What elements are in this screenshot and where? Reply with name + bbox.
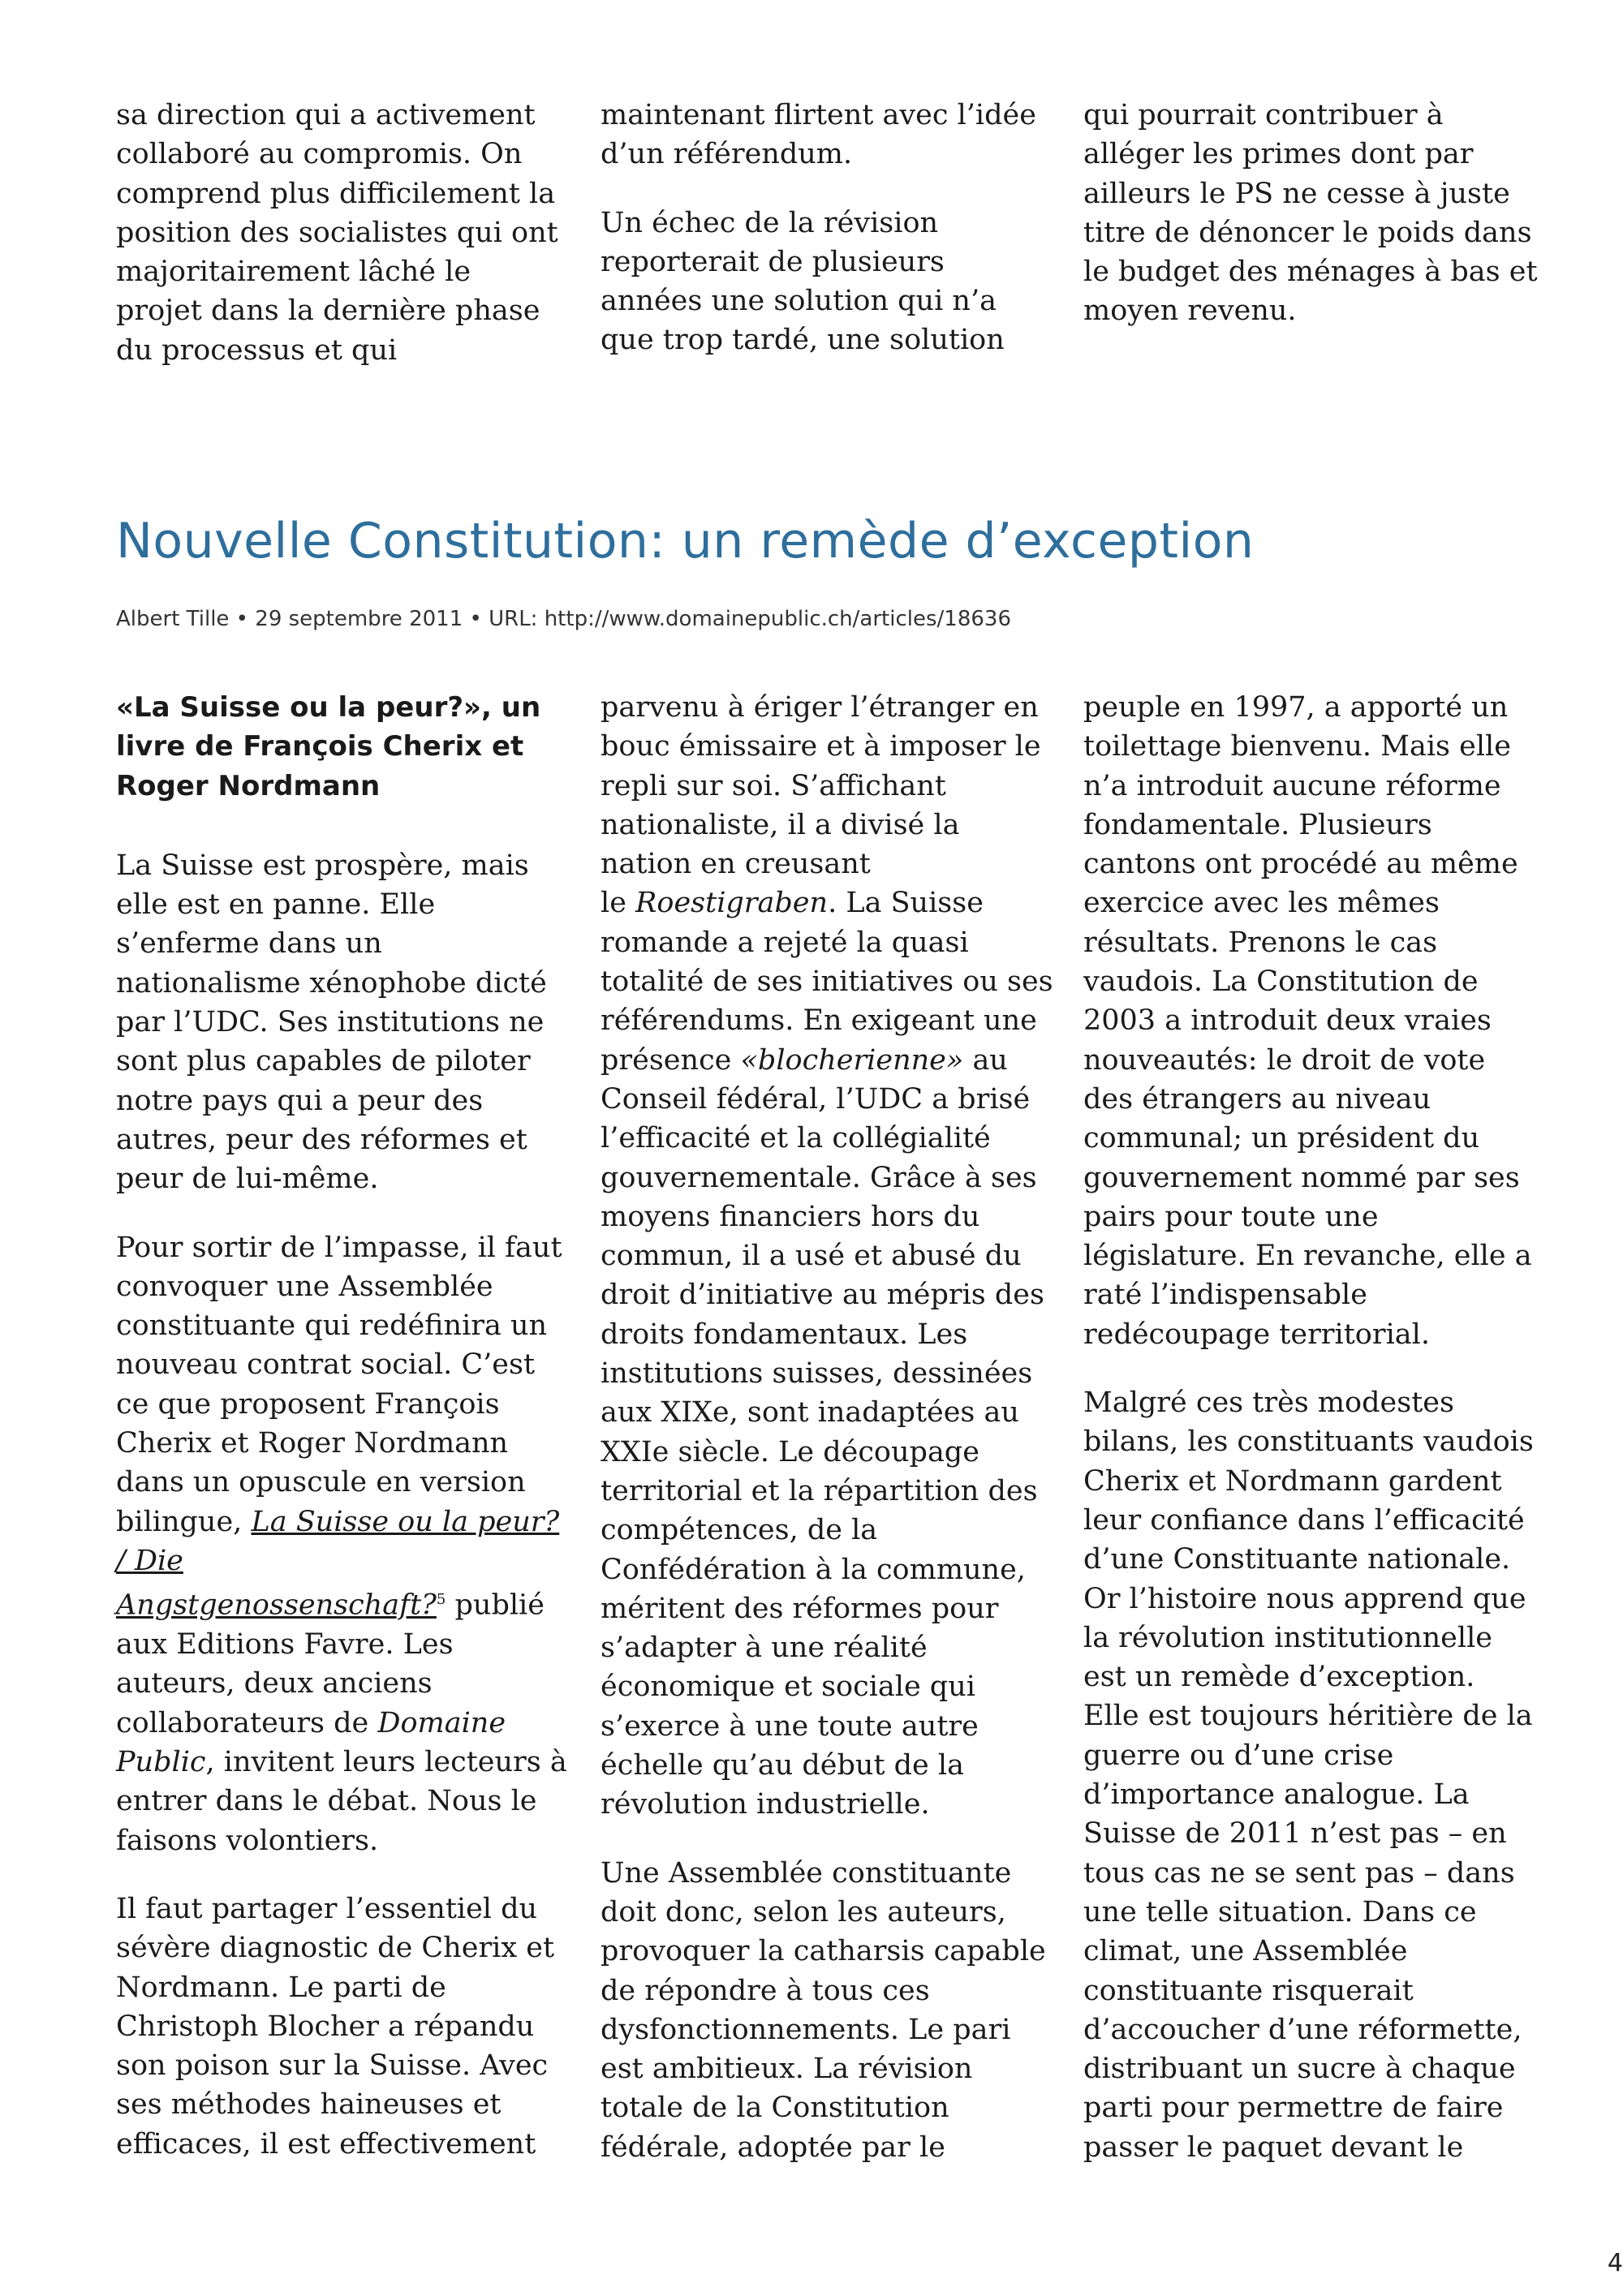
text-line: législature. En revanche, elle a bbox=[1083, 1240, 1532, 1273]
text-line: vaudois. La Constitution de bbox=[1083, 965, 1479, 999]
text-line: totalité de ses initiatives ou ses bbox=[601, 965, 1053, 999]
text-line: reporterait de plusieurs bbox=[601, 245, 945, 278]
text-line: Pour sortir de l’impasse, il faut bbox=[116, 1231, 562, 1264]
text-line: commun, il a usé et abusé du bbox=[601, 1240, 1022, 1273]
text-line: maintenant flirtent avec l’idée bbox=[601, 99, 1036, 131]
paragraph bbox=[1083, 96, 1538, 331]
text-line: la révolution institutionnelle bbox=[1083, 1621, 1492, 1654]
paragraph: Pour sortir de l’impasse, il faut convoquer une Assemblée constituante qui redéfinira un nouveau contrat social. C’est ce que proposent François Cherix et Roger Nordmann dans un opuscule en version bilingue, La Suisse ou la peur? / Die Angstgenossenschaft?$^5$ publié aux Editions Favre. Les auteurs, deux anciens collaborateurs de Domaine Public, invitent leurs lecteurs à entrer dans le débat. Nous le faisons volontiers. bbox=[116, 1228, 554, 1860]
text-line: efficaces, il est effectivement bbox=[116, 2127, 536, 2161]
text-line: Il faut partager l’essentiel du bbox=[116, 1892, 538, 1925]
text-line: bilans, les constituants vaudois bbox=[1083, 1425, 1534, 1459]
text-line: le budget des ménages à bas et bbox=[1083, 256, 1538, 289]
book-link-continued[interactable]: / Die bbox=[116, 1544, 183, 1577]
text-line: doit donc, selon les auteurs, bbox=[601, 1895, 1006, 1928]
text-line: tous cas ne se sent pas – dans bbox=[1083, 1856, 1515, 1890]
text-line: nationalisme xénophobe dicté bbox=[116, 966, 547, 1000]
paragraph: parvenu à ériger l’étranger en bouc émissaire et à imposer le repli sur soi. S’affichant nationaliste, il a divisé la nation en creusant le Roestigraben. La Suisse romande a rejeté la quasi totalité de ses initiatives ou ses référendums. En exigeant une présence «blocherienne» au Conseil fédéral, l’UDC a brisé l’efficacité et la collégialité gouvernementale. Grâce à ses moyens financiers hors du commun, il a usé et abusé du droit d’initiative au mépris des droits fondamentaux. Les institutions suisses, dessinées aux XIXe, sont inadaptées au XXIe siècle. Le découpage territorial et la répartition des compétences, de la Confédération à la commune, méritent des réformes pour s’adapter à une réalité économique et sociale qui s’exerce à une toute autre échelle qu’au début de la révolution industrielle. bbox=[601, 688, 1039, 1825]
text-line: institutions suisses, dessinées bbox=[601, 1357, 1033, 1391]
text-line: fondamentale. Plusieurs bbox=[1083, 808, 1432, 841]
text-line: projet dans la dernière phase bbox=[116, 295, 540, 328]
text-line: majoritairement lâché le bbox=[116, 256, 471, 289]
text-line: La Suisse est prospère, mais bbox=[116, 849, 529, 882]
text-line: Un échec de la révision bbox=[601, 206, 939, 239]
text-line: 2003 a introduit deux vraies bbox=[1083, 1004, 1492, 1038]
text-line: communal; un président du bbox=[1083, 1122, 1480, 1155]
text-line: raté l’indispensable bbox=[1083, 1279, 1367, 1312]
text-line: nouveautés: le droit de vote bbox=[1083, 1043, 1486, 1077]
text-line: années une solution qui n’a bbox=[601, 285, 997, 318]
text-line: leur confiance dans l’efficacité bbox=[1083, 1503, 1525, 1537]
page-number: 4 bbox=[1607, 2249, 1623, 2277]
text-line: ailleurs le PS ne cesse à juste bbox=[1083, 177, 1510, 210]
article-column-1 bbox=[116, 688, 567, 2193]
text-line: distribuant un sucre à chaque bbox=[1083, 2053, 1516, 2086]
text-line: Suisse de 2011 n’est pas – en bbox=[1083, 1817, 1507, 1851]
text-line: Malgré ces très modestes bbox=[1083, 1387, 1454, 1420]
text-line: du processus et qui bbox=[116, 333, 398, 367]
text-line: Cherix et Roger Nordmann bbox=[116, 1427, 509, 1460]
text-line: dysfonctionnements. Le pari bbox=[601, 2013, 1011, 2046]
text-line: parti pour permettre de faire bbox=[1083, 2092, 1504, 2125]
book-link-continued[interactable]: Angstgenossenschaft? bbox=[116, 1589, 437, 1622]
footnote-marker[interactable]: 5 bbox=[436, 1591, 446, 1609]
text-line: droit d’initiative au mépris des bbox=[601, 1279, 1044, 1312]
text-line: de répondre à tous ces bbox=[601, 1974, 930, 2007]
text-line: titre de dénoncer le poids dans bbox=[1083, 216, 1532, 249]
text-line: Conseil fédéral, l’UDC a brisé bbox=[601, 1082, 1031, 1116]
text-line: sévère diagnostic de Cherix et bbox=[116, 1932, 555, 1965]
text-line: territorial et la répartition des bbox=[601, 1474, 1038, 1507]
text-line: Nordmann. Le parti de bbox=[116, 1971, 446, 2004]
text-line: échelle qu’au début de la bbox=[601, 1749, 964, 1782]
text-line: provoquer la catharsis capable bbox=[601, 1935, 1046, 1968]
article-title: Nouvelle Constitution: un remède d’exception bbox=[116, 513, 1255, 570]
text-line: peuple en 1997, a apporté un bbox=[1083, 691, 1509, 724]
text-line: que trop tardé, une solution bbox=[601, 324, 1005, 357]
text-line: romande a rejeté la quasi bbox=[601, 926, 969, 959]
text-line: s’enferme dans un bbox=[116, 927, 382, 961]
text-line: guerre ou d’une crise bbox=[1083, 1739, 1394, 1772]
text-line: moyens financiers hors du bbox=[601, 1200, 980, 1233]
text-line: fédérale, adoptée par le bbox=[601, 2130, 945, 2164]
text-line: révolution industrielle. bbox=[601, 1788, 930, 1821]
text-line: repli sur soi. S’affichant bbox=[601, 769, 946, 802]
paragraph bbox=[601, 96, 1039, 174]
text-line: Roger Nordmann bbox=[116, 769, 381, 802]
top-column-1 bbox=[116, 96, 558, 399]
text-line: Elle est toujours héritière de la bbox=[1083, 1700, 1533, 1733]
text-line: entrer dans le débat. Nous le bbox=[116, 1785, 537, 1818]
text-line: moyen revenu. bbox=[1083, 295, 1297, 328]
text-line: comprend plus difficilement la bbox=[116, 177, 556, 210]
text-line: compétences, de la bbox=[601, 1514, 878, 1547]
text-line: faisons volontiers. bbox=[116, 1824, 379, 1857]
text-line: notre pays qui a peur des bbox=[116, 1084, 484, 1117]
text-line: aux Editions Favre. Les bbox=[116, 1628, 454, 1662]
text-line: pairs pour toute une bbox=[1083, 1200, 1379, 1233]
article-lead bbox=[116, 688, 554, 806]
text-line: totale de la Constitution bbox=[601, 2092, 949, 2125]
text-line: qui pourrait contribuer à bbox=[1083, 99, 1444, 131]
paragraph bbox=[116, 846, 554, 1199]
text-line: «La Suisse ou la peur?», un bbox=[116, 691, 541, 724]
paragraph bbox=[116, 1890, 554, 2164]
text-line: Christoph Blocher a répandu bbox=[116, 2010, 535, 2043]
text-line: exercice avec les mêmes bbox=[1083, 887, 1440, 920]
text-line: ses méthodes haineuses et bbox=[116, 2088, 502, 2122]
text-line: bouc émissaire et à imposer le bbox=[601, 730, 1041, 763]
text-line: d’une Constituante nationale. bbox=[1083, 1543, 1511, 1576]
text-line: d’importance analogue. La bbox=[1083, 1778, 1470, 1812]
text-line: dans un opuscule en version bbox=[116, 1466, 526, 1499]
text-line: s’exerce à une toute autre bbox=[601, 1709, 979, 1743]
text-line: gouvernementale. Grâce à ses bbox=[601, 1161, 1037, 1194]
text-line: Or l’histoire nous apprend que bbox=[1083, 1582, 1526, 1615]
text-line: Confédération à la commune, bbox=[601, 1553, 1026, 1586]
book-link[interactable]: La Suisse ou la peur? bbox=[251, 1505, 560, 1538]
text-line: constituante qui redéfinira un bbox=[116, 1309, 548, 1343]
text-line: toilettage bienvenu. Mais elle bbox=[1083, 730, 1511, 763]
text-line: nouveau contrat social. C’est bbox=[116, 1348, 536, 1382]
text-line: nationaliste, il a divisé la bbox=[601, 808, 960, 841]
text-line: livre de François Cherix et bbox=[116, 730, 524, 763]
text-line: est un remède d’exception. bbox=[1083, 1661, 1475, 1694]
text-line: d’un référendum. bbox=[601, 138, 853, 171]
text-line: référendums. En exigeant une bbox=[601, 1004, 1037, 1038]
text-line: climat, une Assemblée bbox=[1083, 1935, 1408, 1968]
text-line: aux XIXe, sont inadaptées au bbox=[601, 1396, 1019, 1430]
article-column-3 bbox=[1083, 688, 1534, 2196]
text-line: des étrangers au niveau bbox=[1083, 1082, 1431, 1116]
paragraph bbox=[1083, 1383, 1534, 2167]
paragraph bbox=[1083, 688, 1532, 1354]
text-line: position des socialistes qui ont bbox=[116, 216, 558, 249]
text-line: droits fondamentaux. Les bbox=[601, 1318, 968, 1351]
paragraph bbox=[601, 1854, 1046, 2167]
text-line: gouvernement nommé par ses bbox=[1083, 1161, 1520, 1194]
text-line: l’efficacité et la collégialité bbox=[601, 1122, 991, 1155]
text-line: ce que proposent François bbox=[116, 1387, 500, 1421]
text-line: peur de lui-même. bbox=[116, 1163, 379, 1196]
text-line: alléger les primes dont par bbox=[1083, 138, 1474, 171]
text-line: sont plus capables de piloter bbox=[116, 1045, 531, 1078]
article-byline: Albert Tille • 29 septembre 2011 • URL: http://www.domainepublic.ch/articles/18636 bbox=[116, 607, 1011, 631]
text-line: résultats. Prenons le cas bbox=[1083, 926, 1438, 959]
text-line: parvenu à ériger l’étranger en bbox=[601, 691, 1039, 724]
text-line: collaboré au compromis. On bbox=[116, 138, 523, 171]
text-line: n’a introduit aucune réforme bbox=[1083, 769, 1501, 802]
text-line: Cherix et Nordmann gardent bbox=[1083, 1464, 1502, 1498]
paragraph bbox=[601, 204, 1039, 360]
text-line: méritent des réformes pour bbox=[601, 1592, 999, 1625]
top-column-2 bbox=[601, 96, 1039, 389]
text-line: passer le paquet devant le bbox=[1083, 2130, 1464, 2164]
text-line: constituante risquerait bbox=[1083, 1974, 1414, 2007]
text-line: est ambitieux. La révision bbox=[601, 2053, 973, 2086]
text-line: d’accoucher d’une réformette, bbox=[1083, 2013, 1522, 2046]
text-line: nation en creusant bbox=[601, 848, 871, 881]
text-line: redécoupage territorial. bbox=[1083, 1318, 1430, 1351]
text-line: auteurs, deux anciens bbox=[116, 1667, 433, 1701]
article-column-2 bbox=[601, 688, 1053, 2196]
text-line: autres, peur des réformes et bbox=[116, 1123, 527, 1156]
text-line: s’adapter à une réalité bbox=[601, 1632, 928, 1665]
text-line: XXIe siècle. Le découpage bbox=[601, 1435, 979, 1468]
text-line: convoquer une Assemblée bbox=[116, 1270, 493, 1303]
text-line: Une Assemblée constituante bbox=[601, 1856, 1012, 1890]
text-line: sa direction qui a activement bbox=[116, 99, 536, 131]
text-line: cantons ont procédé au même bbox=[1083, 848, 1518, 881]
text-line: économique et sociale qui bbox=[601, 1670, 975, 1704]
paragraph bbox=[116, 96, 558, 370]
text-line: son poison sur la Suisse. Avec bbox=[116, 2049, 549, 2083]
text-line: par l’UDC. Ses institutions ne bbox=[116, 1006, 545, 1039]
text-line: une telle situation. Dans ce bbox=[1083, 1895, 1477, 1928]
text-line: elle est en panne. Elle bbox=[116, 888, 436, 922]
top-column-3 bbox=[1083, 96, 1538, 360]
